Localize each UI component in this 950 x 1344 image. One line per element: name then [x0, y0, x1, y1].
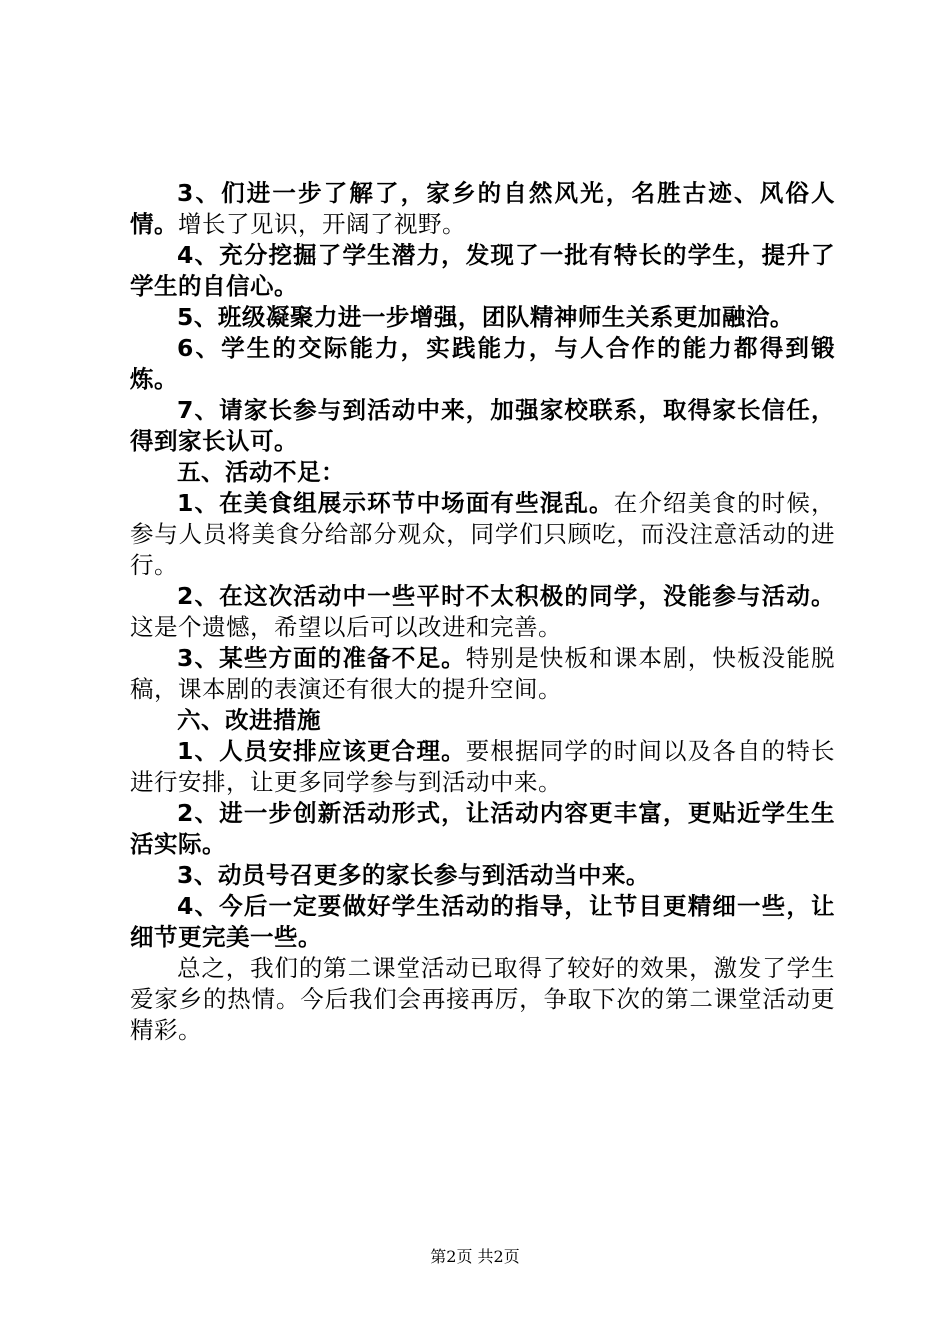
paragraph-12: 2、进一步创新活动形式，让活动内容更丰富，更贴近学生生活实际。	[130, 799, 835, 858]
paragraph-7: 1、在美食组展示环节中场面有些混乱。在介绍美食的时候，参与人员将美食分给部分观众，同学们只顾吃，而没注意活动的进行。	[130, 489, 835, 579]
page-footer: 第2页 共2页	[430, 1247, 520, 1266]
paragraph-8: 2、在这次活动中一些平时不太积极的同学，没能参与活动。这是个遗憾，希望以后可以改进和完善。	[130, 582, 835, 641]
section-heading-improvements: 六、改进措施	[177, 706, 321, 734]
paragraph-11: 1、人员安排应该更合理。要根据同学的时间以及各自的特长进行安排，让更多同学参与到活动中来。	[130, 737, 835, 796]
paragraph-9: 3、某些方面的准备不足。特别是快板和课本剧，快板没能脱稿，课本剧的表演还有很大的提升空间。	[130, 644, 835, 703]
paragraph-3: 5、班级凝聚力进一步增强，团队精神师生关系更加融洽。	[177, 303, 794, 331]
section-heading-shortcomings: 五、活动不足：	[177, 458, 345, 486]
paragraph-14: 4、今后一定要做好学生活动的指导，让节目更精细一些，让细节更完美一些。	[130, 892, 835, 951]
paragraph-summary: 总之，我们的第二课堂活动已取得了较好的效果，激发了学生爱家乡的热情。今后我们会再接再厉，争取下次的第二课堂活动更精彩。	[130, 954, 835, 1044]
paragraph-5: 7、请家长参与到活动中来，加强家校联系，取得家长信任，得到家长认可。	[130, 396, 835, 455]
paragraph-1: 3、们进一步了解了，家乡的自然风光，名胜古迹、风俗人情。增长了见识，开阔了视野。	[130, 179, 835, 238]
paragraph-13: 3、动员号召更多的家长参与到活动当中来。	[177, 861, 650, 889]
paragraph-4: 6、学生的交际能力，实践能力，与人合作的能力都得到锻炼。	[130, 334, 835, 393]
document-body	[130, 178, 835, 1046]
paragraph-2: 4、充分挖掘了学生潜力，发现了一批有特长的学生，提升了学生的自信心。	[130, 241, 835, 300]
